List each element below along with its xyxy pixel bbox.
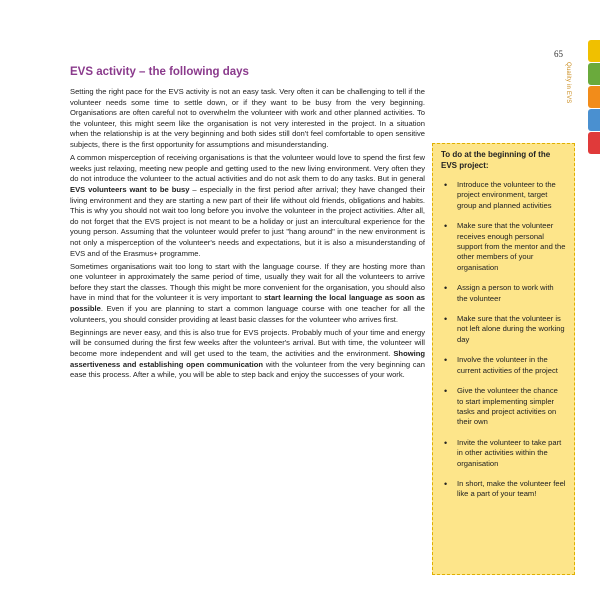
section-heading: EVS activity – the following days [70,66,249,78]
paragraph-3-emphasis: start learning the local language as soon as possible [70,293,426,314]
todo-item: • In short, make the volunteer feel like a part of your team! [441,479,566,500]
side-section-label: Quality in EVS [565,62,571,104]
paragraph-3-text-a: Sometimes organisations wait too long to start with the language course. If they are hosting more than one volunteer in approximately the same period of time, usually they wait for all the volunteers to arrive before they start the classes. Though this might be more convenient for the organisation, you should also have in mind that for the volunteer it is very important to [70,261,425,303]
paragraph-4 [70,328,425,381]
page-number: 65 [554,49,563,59]
section-tab-2 [588,63,600,85]
todo-item: • Introduce the volunteer to the project environment, target group and planned activities [441,180,566,211]
section-tab-3 [588,86,600,108]
todo-sidebar-box [432,143,575,575]
paragraph-2-emphasis: EVS volunteers want to be busy [70,184,190,194]
todo-item: • Assign a person to work with the volunteer [441,283,566,304]
paragraph-2 [70,153,425,259]
paragraph-3-text-b: . Even if you are planning to start a common language course with one teacher for all the volunteers, you should consider providing at least basic classes for the volunteer who arrives first. [70,304,425,324]
todo-item: • Make sure that the volunteer is not left alone during the working day [441,314,566,345]
section-color-tabs [588,40,600,155]
todo-item: • Make sure that the volunteer receives enough personal support from the mentor and the other members of your organisation [441,221,566,273]
todo-item: • Involve the volunteer in the current activities of the project [441,355,566,376]
paragraph-3 [70,262,425,326]
section-tab-5 [588,132,600,154]
todo-list [441,180,566,500]
todo-item: • Invite the volunteer to take part in other activities within the organisation [441,438,566,469]
paragraph-4-text-a: Beginnings are never easy, and this is also true for EVS projects. Probably much of your time and energy will be consumed during the first few weeks after the volunteer's arrival. But with time, the volunteer will become more independent and will get used to the team, the activities and the environment. [70,327,425,359]
article-body [70,87,425,383]
paragraph-4-emphasis: Showing assertiveness and establishing open communication [70,349,425,369]
section-tab-4 [588,109,600,131]
paragraph-1: Setting the right pace for the EVS activity is not an easy task. Very often it can be challenging to tell if the volunteer needs some time to settle down, or if they want to be busy from the very beginning. Organisations are often careful not to overwhelm the volunteer with work and other planned activities. To the volunteer, this might seem like the organisation is not very interested in the project. In a situation when the relationship is at the very beginning and both sides still don't feel comfortable to open sensitive subjects, there is the first opportunity for assumptions and misunderstanding. [70,87,425,149]
paragraph-4-text-b: with the volunteer from the very beginning can ease this process. After a while, you will be able to step back and enjoy the successes of your work. [70,359,425,380]
section-tab-1 [588,40,600,62]
paragraph-2-text-a: A common misperception of receiving organisations is that the volunteer would love to spend the first few weeks just relaxing, meeting new people and getting used to the new living environment. Very often they do not introduce the volunteer to the actual activities and do not ask them to do any tasks. But in general [70,153,425,184]
todo-item: • Give the volunteer the chance to start implementing simpler tasks and project activities on their own [441,386,566,428]
todo-sidebar-title: To do at the beginning of the EVS project: [441,150,551,170]
paragraph-2-text-b: – especially in the first period after arrival; they have changed their living environment and they are starting a new part of their life without old friends, obligations and habits. This is why you should not wait too long before you involve the volunteer in the project activities. After all, do not forget that the EVS project is not meant to be a holiday or just an intercultural experience for the young person. Assuming that the volunteer would prefer to just "hang around" in the new environment is not only a misperception of the volunteer's needs and expectations, but it is also a misunderstanding of EVS and of the Erasmus+ programme. [70,184,425,258]
